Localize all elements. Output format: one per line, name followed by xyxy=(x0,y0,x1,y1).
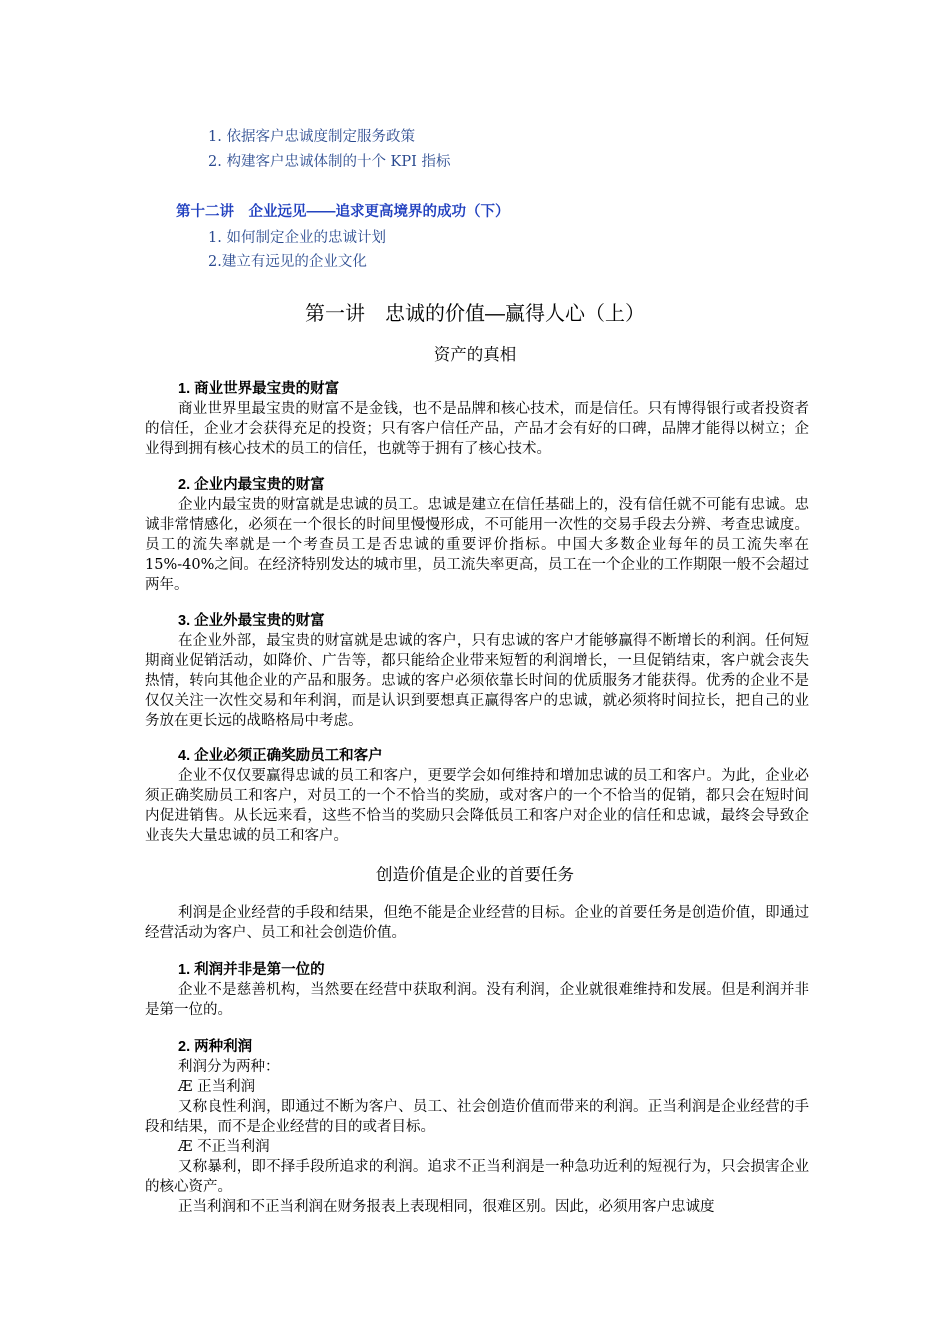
paragraph: 在企业外部，最宝贵的财富就是忠诚的客户，只有忠诚的客户才能够赢得不断增长的利润。任何短期商业促销活动，如降价、广告等，都只能给企业带来短暂的利润增长，一旦促销结束，客户就会丧失热情，转向其他企业的产品和服务。忠诚的客户必须依靠长时间的优质服务才能获得。优秀的企业不是仅仅关注一次性交易和年利润，而是认识到要想真正赢得客户的忠诚，就必须将时间拉长，把自己的业务放在更长远的战略格局中考虑。 xyxy=(145,633,809,729)
toc-item[interactable]: 1. 依据客户忠诚度制定服务政策 xyxy=(208,129,415,145)
section-heading: 1. 利润并非是第一位的 xyxy=(178,962,325,978)
paragraph: 企业不仅仅要赢得忠诚的员工和客户，更要学会如何维持和增加忠诚的员工和客户。为此，企业必须正确奖励员工和客户，对员工的一个不恰当的奖励，或对客户的一个不恰当的促销，都只会在短时间内促进销售。从长远来看，这些不恰当的奖励只会降低员工和客户对企业的信任和忠诚，最终会导致企业丧失大量忠诚的员工和客户。 xyxy=(145,768,809,844)
toc-item[interactable]: 2.建立有远见的企业文化 xyxy=(208,254,367,270)
section-title: 资产的真相 xyxy=(433,346,517,364)
paragraph: 商业世界里最宝贵的财富不是金钱，也不是品牌和核心技术，而是信任。只有博得银行或者投资者的信任，企业才会获得充足的投资；只有客户信任产品，产品才会有好的口碑，品牌才能得以树立；企业得到拥有核心技术的员工的信任，也就等于拥有了核心技术。 xyxy=(145,401,809,457)
toc-lecture-heading[interactable]: 第十二讲 企业远见——追求更高境界的成功（下） xyxy=(176,204,510,220)
toc-item[interactable]: 1. 如何制定企业的忠诚计划 xyxy=(208,230,386,246)
paragraph: 企业内最宝贵的财富就是忠诚的员工。忠诚是建立在信任基础上的，没有信任就不可能有忠诚。忠诚非常情感化，必须在一个很长的时间里慢慢形成，不可能用一次性的交易手段去分辨、考查忠诚度。员工的流失率就是一个考查员工是否忠诚的重要评价指标。中国大多数企业每年的员工流失率在 15%-40%之间。在经济特别发达的城市里，员工流失率更高，员工在一个企业的工作期限一般不会超过两年。 xyxy=(145,497,809,593)
paragraph: 企业不是慈善机构，当然要在经营中获取利润。没有利润，企业就很难维持和发展。但是利润并非是第一位的。 xyxy=(145,982,809,1018)
toc-item[interactable]: 2. 构建客户忠诚体制的十个 KPI 指标 xyxy=(208,154,451,170)
paragraph: 又称良性利润，即通过不断为客户、员工、社会创造价值而带来的利润。正当利润是企业经营的手段和结果，而不是企业经营的目的或者目标。 xyxy=(145,1099,809,1135)
paragraph: 又称暴利，即不择手段所追求的利润。追求不正当利润是一种急功近利的短视行为，只会损害企业的核心资产。 xyxy=(145,1159,809,1195)
lecture-title: 第一讲 忠诚的价值—赢得人心（上） xyxy=(305,303,645,325)
paragraph: 正当利润和不正当利润在财务报表上表现相同，很难区别。因此，必须用客户忠诚度 xyxy=(178,1199,715,1215)
section-heading: 2. 企业内最宝贵的财富 xyxy=(178,477,325,493)
section-heading: 4. 企业必须正确奖励员工和客户 xyxy=(178,748,383,764)
section-heading: 3. 企业外最宝贵的财富 xyxy=(178,613,325,629)
text-line: 利润分为两种： xyxy=(178,1059,280,1075)
section-heading: 2. 两种利润 xyxy=(178,1039,253,1055)
bullet-item: Æ 不正当利润 xyxy=(178,1139,270,1155)
section-title: 创造价值是企业的首要任务 xyxy=(376,866,574,884)
bullet-item: Æ 正当利润 xyxy=(178,1079,256,1095)
section-heading: 1. 商业世界最宝贵的财富 xyxy=(178,381,340,397)
paragraph: 利润是企业经营的手段和结果，但绝不能是企业经营的目标。企业的首要任务是创造价值，即通过经营活动为客户、员工和社会创造价值。 xyxy=(145,905,809,941)
